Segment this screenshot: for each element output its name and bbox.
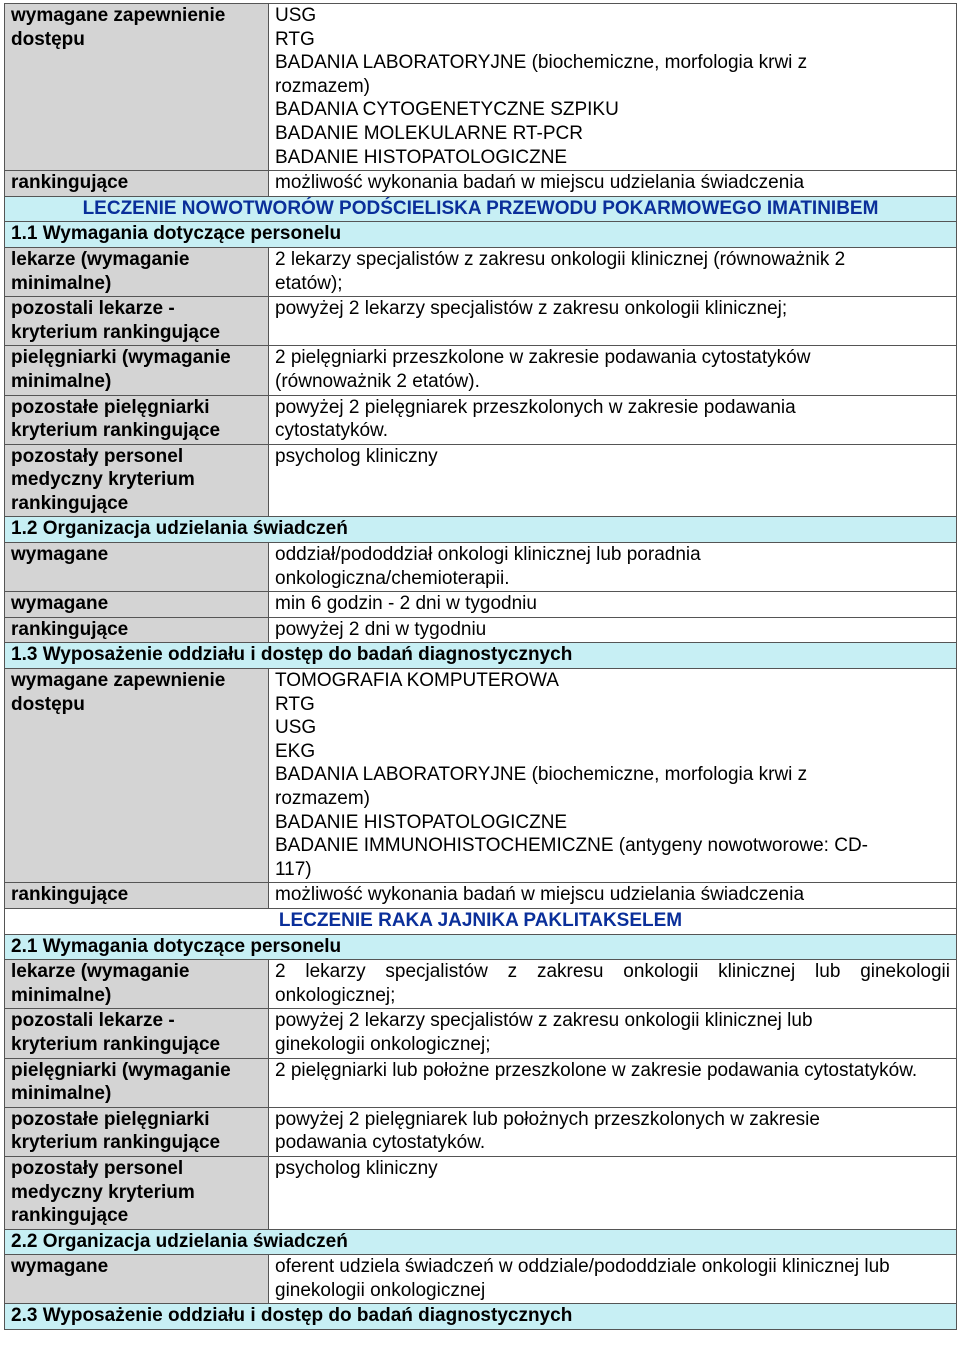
row-label: rankingujące — [5, 171, 269, 197]
row-label: wymagane — [5, 592, 269, 618]
table-row — [5, 669, 957, 883]
row-label: rankingujące — [5, 617, 269, 643]
row-value: powyżej 2 pielęgniarek przeszkolonych w zakresie podawania cytostatyków. — [269, 395, 957, 444]
row-value: psycholog kliniczny — [269, 1156, 957, 1229]
row-label: wymagane — [5, 1255, 269, 1304]
table-row — [5, 517, 957, 543]
row-label: wymagane zapewnienie dostępu — [5, 669, 269, 883]
treatment-heading: LECZENIE RAKA JAJNIKA PAKLITAKSELEM — [5, 908, 957, 934]
table-row — [5, 346, 957, 395]
row-value: możliwość wykonania badań w miejscu udzielania świadczenia — [269, 883, 957, 909]
row-label: wymagane zapewnienie dostępu — [5, 4, 269, 171]
treatment-heading: LECZENIE NOWOTWORÓW PODŚCIELISKA PRZEWODU POKARMOWEGO IMATINIBEM — [5, 196, 957, 222]
row-value: TOMOGRAFIA KOMPUTEROWA RTG USG EKG BADANIA LABORATORYJNE (biochemiczne, morfologia krwi z rozmazem) BADANIE HISTOPATOLOGICZNE BADANIE IMMUNOHISTOCHEMICZNE (antygeny nowotworowe: CD- 117) — [269, 669, 957, 883]
table-row — [5, 444, 957, 517]
row-value: min 6 godzin - 2 dni w tygodniu — [269, 592, 957, 618]
table-row — [5, 1058, 957, 1107]
table-row — [5, 395, 957, 444]
table-row — [5, 1229, 957, 1255]
row-value: 2 lekarzy specjalistów z zakresu onkologii klinicznej (równoważnik 2 etatów); — [269, 247, 957, 296]
table-row — [5, 1009, 957, 1058]
section-header: 1.1 Wymagania dotyczące personelu — [5, 222, 957, 248]
row-value: USG RTG BADANIA LABORATORYJNE (biochemiczne, morfologia krwi z rozmazem) BADANIA CYTOGENETYCZNE SZPIKU BADANIE MOLEKULARNE RT-PCR BADANIE HISTOPATOLOGICZNE — [269, 4, 957, 171]
table-row — [5, 1304, 957, 1330]
section-header: 2.3 Wyposażenie oddziału i dostęp do badań diagnostycznych — [5, 1304, 957, 1330]
row-value: 2 pielęgniarki przeszkolone w zakresie podawania cytostatyków (równoważnik 2 etatów). — [269, 346, 957, 395]
row-label: pozostały personel medyczny kryterium rankingujące — [5, 1156, 269, 1229]
row-label: rankingujące — [5, 883, 269, 909]
row-label: pozostałe pielęgniarki kryterium rankingujące — [5, 1107, 269, 1156]
row-label: pozostali lekarze - kryterium rankingujące — [5, 1009, 269, 1058]
row-label: pozostałe pielęgniarki kryterium rankingujące — [5, 395, 269, 444]
table-row — [5, 960, 957, 1009]
row-label: pielęgniarki (wymaganie minimalne) — [5, 346, 269, 395]
requirements-table — [4, 3, 957, 1330]
table-row — [5, 592, 957, 618]
table-row — [5, 643, 957, 669]
row-label: pozostały personel medyczny kryterium rankingujące — [5, 444, 269, 517]
row-value: 2 pielęgniarki lub położne przeszkolone w zakresie podawania cytostatyków. — [269, 1058, 957, 1107]
table-row — [5, 297, 957, 346]
section-header: 2.2 Organizacja udzielania świadczeń — [5, 1229, 957, 1255]
section-header: 2.1 Wymagania dotyczące personelu — [5, 934, 957, 960]
section-header: 1.2 Organizacja udzielania świadczeń — [5, 517, 957, 543]
row-value: powyżej 2 dni w tygodniu — [269, 617, 957, 643]
table-row — [5, 247, 957, 296]
row-value: oferent udziela świadczeń w oddziale/pododdziale onkologii klinicznej lub ginekologii onkologicznej — [269, 1255, 957, 1304]
table-row — [5, 1107, 957, 1156]
requirements-table-body — [5, 4, 957, 1330]
row-label: pozostali lekarze - kryterium rankingujące — [5, 297, 269, 346]
row-value: psycholog kliniczny — [269, 444, 957, 517]
row-value: możliwość wykonania badań w miejscu udzielania świadczenia — [269, 171, 957, 197]
table-row — [5, 543, 957, 592]
row-label: pielęgniarki (wymaganie minimalne) — [5, 1058, 269, 1107]
row-value: powyżej 2 lekarzy specjalistów z zakresu onkologii klinicznej; — [269, 297, 957, 346]
table-row — [5, 1255, 957, 1304]
section-header: 1.3 Wyposażenie oddziału i dostęp do badań diagnostycznych — [5, 643, 957, 669]
table-row — [5, 908, 957, 934]
table-row — [5, 883, 957, 909]
row-value: 2 lekarzy specjalistów z zakresu onkologii klinicznej lub ginekologii onkologicznej; — [269, 960, 957, 1009]
table-row — [5, 934, 957, 960]
row-value: oddział/pododdział onkologi klinicznej lub poradnia onkologiczna/chemioterapii. — [269, 543, 957, 592]
row-value: powyżej 2 lekarzy specjalistów z zakresu onkologii klinicznej lub ginekologii onkologicznej; — [269, 1009, 957, 1058]
row-value: powyżej 2 pielęgniarek lub położnych przeszkolonych w zakresie podawania cytostatyków. — [269, 1107, 957, 1156]
table-row — [5, 4, 957, 171]
table-row — [5, 617, 957, 643]
table-row — [5, 1156, 957, 1229]
table-row — [5, 171, 957, 197]
row-label: wymagane — [5, 543, 269, 592]
table-row — [5, 196, 957, 222]
row-label: lekarze (wymaganie minimalne) — [5, 247, 269, 296]
row-label: lekarze (wymaganie minimalne) — [5, 960, 269, 1009]
table-row — [5, 222, 957, 248]
